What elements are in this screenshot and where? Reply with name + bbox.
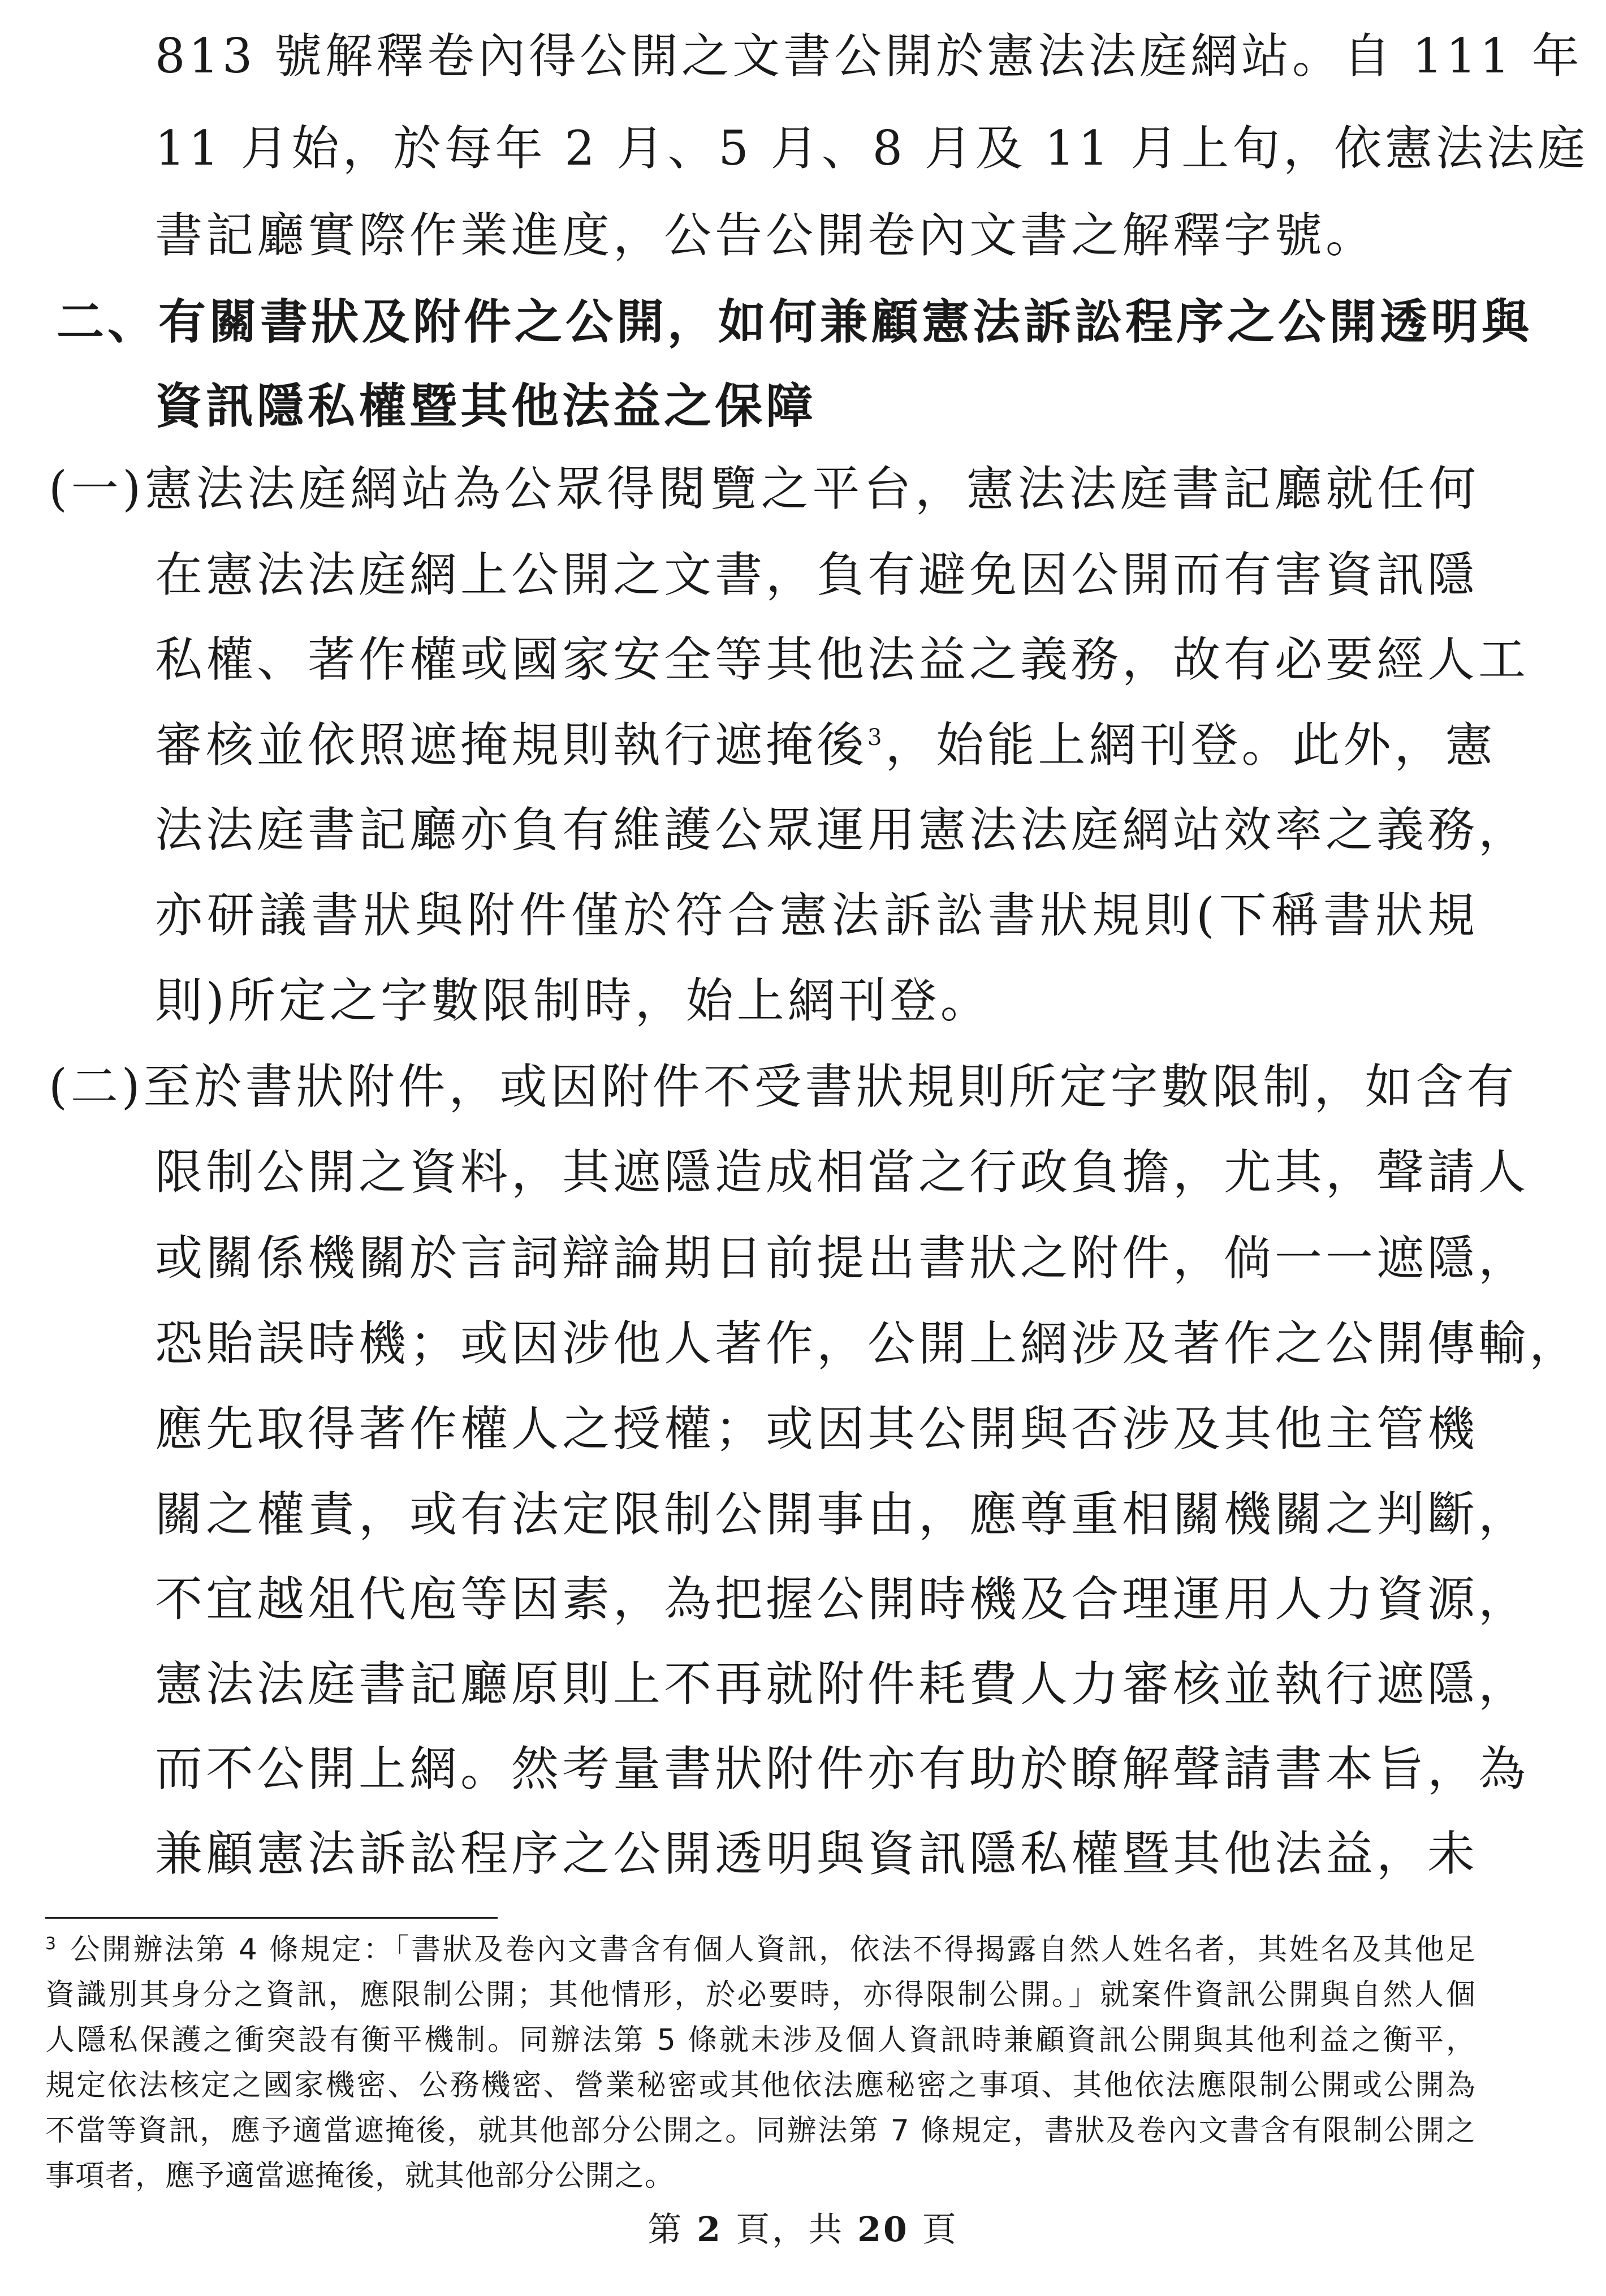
para2-line-7: 不宜越俎代庖等因素，為把握公開時機及合理運用人力資源， bbox=[155, 1571, 1530, 1627]
para2-line-4: 恐貽誤時機；或因涉他人著作，公開上網涉及著作之公開傳輸， bbox=[155, 1316, 1581, 1371]
para1-line-3: 私權、著作權或國家安全等其他法益之義務，故有必要經人工 bbox=[155, 632, 1530, 687]
footnote-line-4: 規定依法核定之國家機密、公務機密、營業秘密或其他依法應秘密之事項、其他依法應限制公開或公開為 bbox=[45, 2069, 1476, 2103]
para1-line-4-text-b: ，始能上網刊登。此外，憲 bbox=[885, 717, 1496, 773]
para2-line-3: 或關係機關於言詞辯論期日前提出書狀之附件，倘一一遮隱， bbox=[155, 1230, 1530, 1286]
page-number-suffix: 頁 bbox=[909, 2210, 959, 2250]
footnote-line-5: 不當等資訊，應予適當遮掩後，就其他部分公開之。同辦法第 7 條規定，書狀及卷內文書含有限制公開之 bbox=[45, 2114, 1476, 2148]
para1-line-1: (一)憲法法庭網站為公眾得閱覽之平台，憲法法庭書記廳就任何 bbox=[49, 461, 1479, 516]
section-heading-line-2: 資訊隱私權暨其他法益之保障 bbox=[155, 378, 817, 434]
para1-line-2: 在憲法法庭網上公開之文書，負有避免因公開而有害資訊隱 bbox=[155, 547, 1479, 602]
section-heading-line-1: 二、有關書狀及附件之公開，如何兼顧憲法訴訟程序之公開透明與 bbox=[57, 294, 1533, 350]
footnote-line-1-text: 公開辦法第 4 條規定：「書狀及卷內文書含有個人資訊，依法不得揭露自然人姓名者，其姓名及其他足 bbox=[69, 1933, 1476, 1967]
para2-line-10: 兼顧憲法訴訟程序之公開透明與資訊隱私權暨其他法益，未 bbox=[155, 1826, 1479, 1881]
carryover-line-3: 書記廳實際作業進度，公告公開卷內文書之解釋字號。 bbox=[155, 208, 1377, 263]
page-number-current: 2 bbox=[697, 2210, 723, 2250]
carryover-line-2: 11 月始，於每年 2 月、5 月、8 月及 11 月上旬，依憲法法庭 bbox=[155, 120, 1589, 176]
footnote-line-2: 資識別其身分之資訊，應限制公開；其他情形，於必要時，亦得限制公開。」就案件資訊公開與自然人個 bbox=[45, 1978, 1476, 2012]
para2-line-6: 關之權責，或有法定限制公開事由，應尊重相關機關之判斷， bbox=[155, 1487, 1530, 1542]
footnote-line-6: 事項者，應予適當遮掩後，就其他部分公開之。 bbox=[45, 2159, 675, 2193]
para1-line-6: 亦研議書狀與附件僅於符合憲法訴訟書狀規則(下稱書狀規 bbox=[155, 888, 1478, 943]
para2-line-8: 憲法法庭書記廳原則上不再就附件耗費人力審核並執行遮隱， bbox=[155, 1656, 1530, 1712]
para1-line-4 bbox=[155, 714, 1496, 776]
footnote-line-3: 人隱私保護之衝突設有衡平機制。同辦法第 5 條就未涉及個人資訊時兼顧資訊公開與其他利益之衡平， bbox=[45, 2023, 1476, 2057]
para1-line-4-text-a: 審核並依照遮掩規則執行遮掩後 bbox=[155, 717, 868, 773]
footnote-line-1 bbox=[45, 1931, 1476, 1968]
footnote-mark: 3 bbox=[45, 1933, 57, 1954]
para1-line-7: 則)所定之字數限制時，始上網刊登。 bbox=[155, 973, 991, 1028]
para2-line-9: 而不公開上網。然考量書狀附件亦有助於瞭解聲請書本旨，為 bbox=[155, 1741, 1530, 1797]
page-number-total: 20 bbox=[857, 2210, 909, 2250]
footnote-separator bbox=[45, 1917, 498, 1919]
para1-line-5: 法法庭書記廳亦負有維護公眾運用憲法法庭網站效率之義務， bbox=[155, 802, 1530, 858]
carryover-line-1: 813 號解釋卷內得公開之文書公開於憲法法庭網站。自 111 年 bbox=[155, 28, 1583, 84]
para2-line-2: 限制公開之資料，其遮隱造成相當之行政負擔，尤其，聲請人 bbox=[155, 1144, 1530, 1200]
page-number-prefix: 第 bbox=[647, 2210, 697, 2250]
para2-line-1: (二)至於書狀附件，或因附件不受書狀規則所定字數限制，如含有 bbox=[49, 1059, 1518, 1114]
footnote-ref-3[interactable]: 3 bbox=[867, 725, 886, 751]
page-number-middle: 頁，共 bbox=[723, 2210, 858, 2250]
para2-line-5: 應先取得著作權人之授權；或因其公開與否涉及其他主管機 bbox=[155, 1401, 1479, 1457]
page-number bbox=[0, 2207, 1606, 2252]
